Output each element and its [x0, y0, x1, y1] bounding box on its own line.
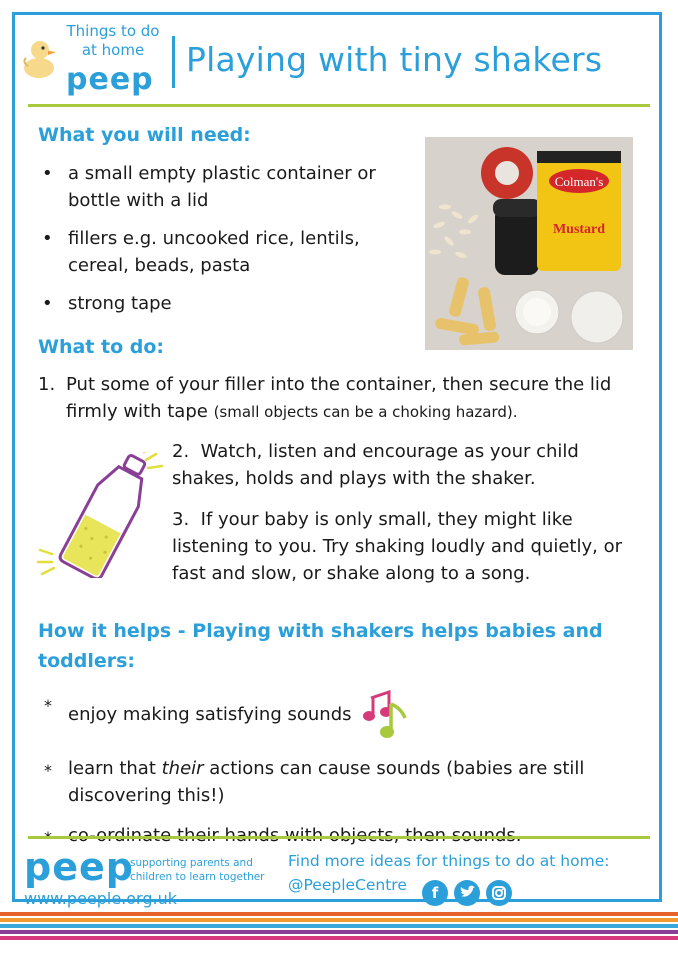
logo-line2: at home: [81, 41, 145, 59]
shaker-bottle-icon: [36, 452, 166, 578]
footer-find-more: Find more ideas for things to do at home:: [288, 852, 610, 870]
list-item: [38, 690, 648, 742]
step-3: [172, 506, 646, 587]
logo-line1: Things to do: [66, 22, 160, 40]
duck-mascot-icon: [20, 36, 58, 80]
step-number: 2.: [172, 441, 190, 462]
twitter-icon[interactable]: [454, 880, 480, 906]
tin-brand: Colman's: [554, 174, 604, 189]
list-item: • strong tape: [38, 290, 408, 317]
logo-brand: peep: [66, 62, 154, 97]
step-note: (small objects can be a choking hazard).: [213, 403, 518, 421]
footer-stripe-pink: [0, 936, 678, 940]
header-divider: [172, 36, 175, 88]
step-text: Watch, listen and encourage as your child shakes, holds and plays with the shaker.: [172, 441, 579, 489]
footer-logo: peep: [24, 845, 134, 889]
list-item: * learn that their actions can cause sounds (babies are still discovering this!): [38, 755, 648, 809]
step-number: 1.: [38, 374, 56, 395]
materials-illustration: [425, 137, 633, 350]
todo-heading: What to do:: [38, 336, 165, 358]
need-list: [38, 160, 408, 328]
music-notes-icon: [361, 690, 411, 742]
step-2: [172, 438, 642, 492]
footer-rule: [28, 836, 650, 839]
footer-tagline: supporting parents and children to learn together: [130, 857, 265, 883]
logo-caption: [58, 22, 168, 60]
materials-photo: [425, 137, 633, 350]
footer-stripe-orange: [0, 912, 678, 916]
footer-stripe-blue: [0, 924, 678, 928]
list-item: • a small empty plastic container or bottle with a lid: [38, 160, 408, 214]
step-text: If your baby is only small, they might like listening to you. Try shaking loudly and quietly, or fast and slow, or shake along to a song.: [172, 509, 622, 584]
step-1: [38, 371, 642, 426]
tin-label: Mustard: [552, 222, 606, 237]
helps-heading: How it helps - Playing with shakers helps babies and toddlers:: [38, 620, 603, 672]
page-title: Playing with tiny shakers: [186, 40, 603, 79]
facebook-icon[interactable]: f: [422, 880, 448, 906]
list-item: • fillers e.g. uncooked rice, lentils, cereal, beads, pasta: [38, 225, 408, 279]
header-rule: [28, 104, 650, 107]
need-heading: What you will need:: [38, 124, 251, 146]
footer-handle[interactable]: @PeepleCentre: [288, 876, 407, 894]
instagram-icon[interactable]: [486, 880, 512, 906]
step-text: Put some of your filler into the container, then secure the lid firmly with tape: [66, 374, 612, 422]
footer-stripe-amber: [0, 918, 678, 922]
step-number: 3.: [172, 509, 190, 530]
helps-item-text: enjoy making satisfying sounds: [68, 704, 352, 725]
footer-url-link[interactable]: www.peeple.org.uk: [24, 889, 177, 908]
footer-stripe-purple: [0, 930, 678, 934]
